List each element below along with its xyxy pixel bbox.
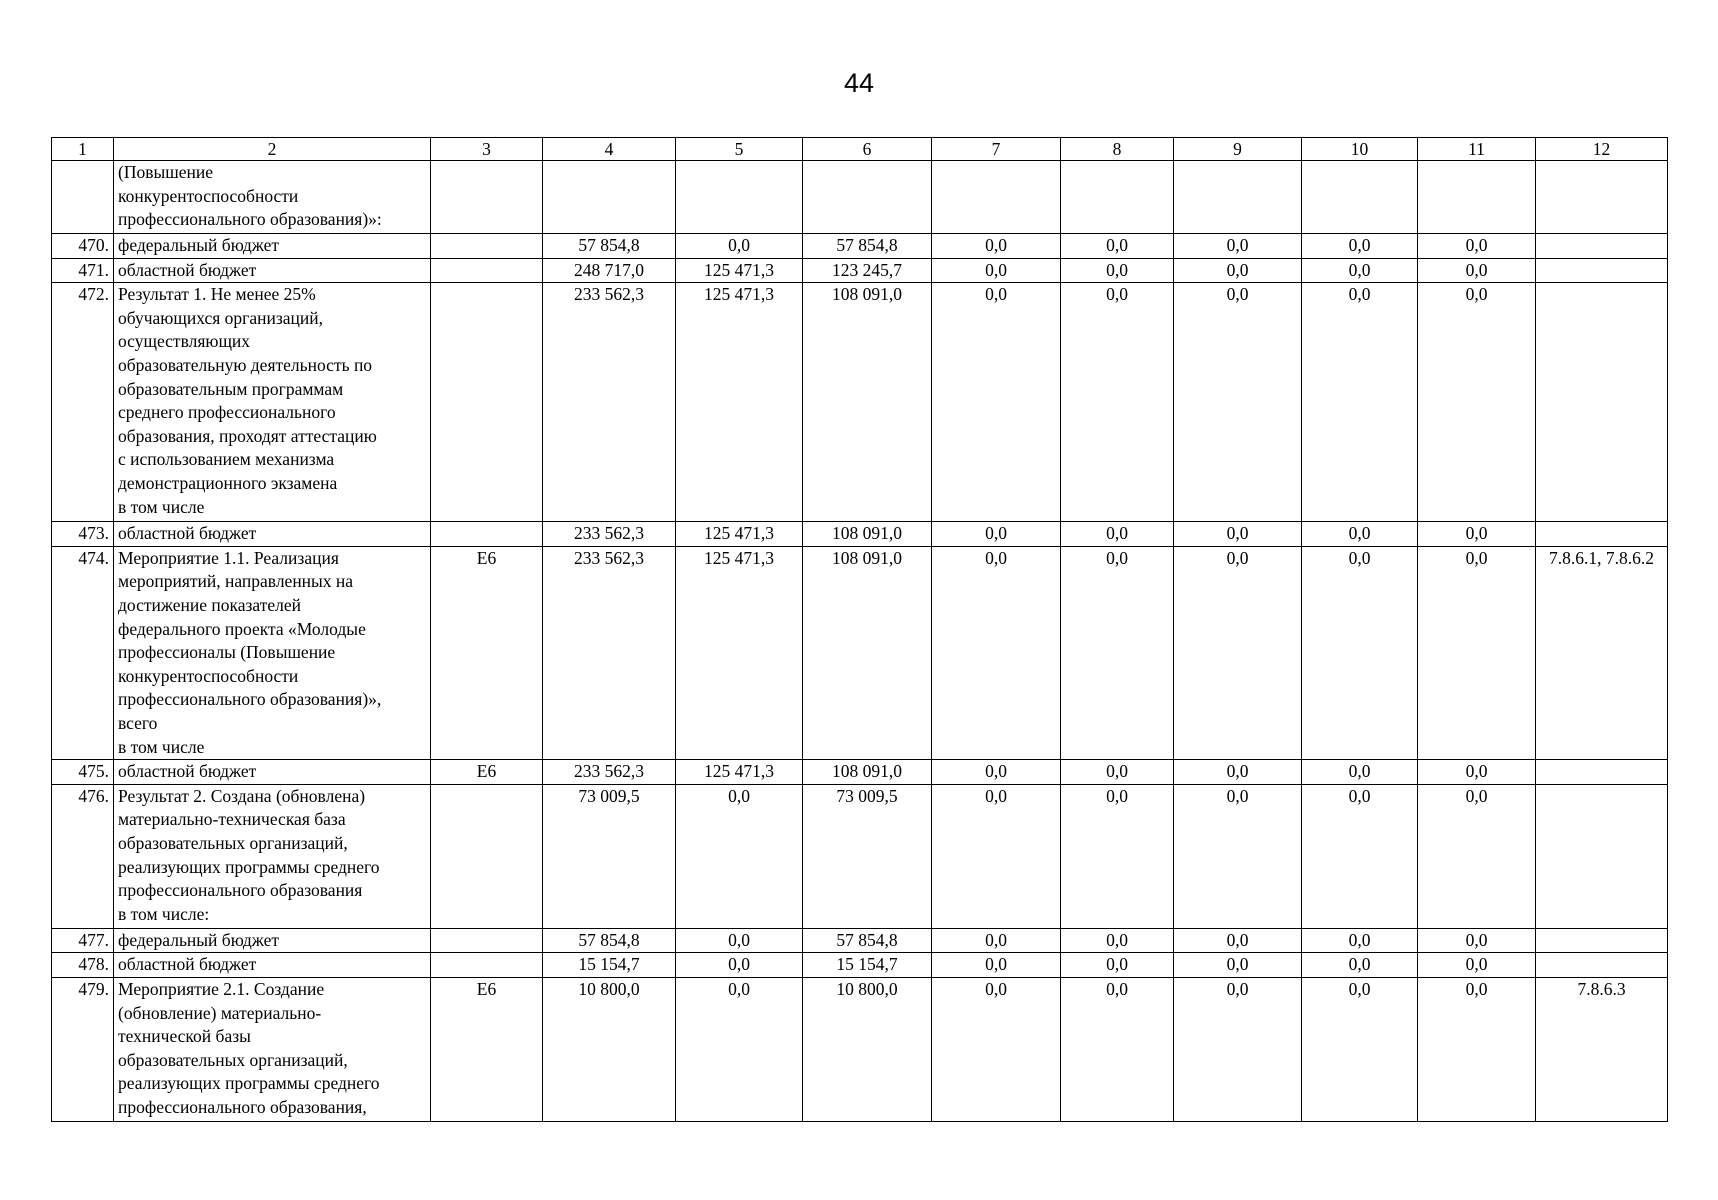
value-cell: 0,0 — [932, 546, 1061, 759]
value-cell: 0,0 — [1061, 928, 1174, 953]
value-cell: 0,0 — [932, 522, 1061, 547]
value-cell — [1174, 161, 1302, 234]
row-reference: 7.8.6.3 — [1536, 977, 1668, 1121]
row-description: Результат 2. Создана (обновлена) материально-техническая база образовательных организаций, реализующих программы среднего профессионального образования в том числе: — [114, 784, 431, 928]
value-cell: 73 009,5 — [803, 784, 932, 928]
column-header: 12 — [1536, 138, 1668, 161]
row-description: федеральный бюджет — [114, 234, 431, 259]
row-description: Результат 1. Не менее 25% обучающихся организаций, осуществляющих образовательную деятельность по образовательным программам среднего профессионального образования, проходят аттестацию с использованием механизма демонстрационного экзамена в том числе — [114, 283, 431, 522]
value-cell: 108 091,0 — [803, 283, 932, 522]
row-reference — [1536, 522, 1668, 547]
column-header: 9 — [1174, 138, 1302, 161]
value-cell: 57 854,8 — [803, 234, 932, 259]
value-cell: 0,0 — [1302, 928, 1418, 953]
column-header: 4 — [543, 138, 676, 161]
budget-table — [51, 137, 1668, 1122]
table-row — [52, 234, 1668, 259]
row-number — [52, 161, 114, 234]
value-cell: 0,0 — [1061, 546, 1174, 759]
value-cell: 0,0 — [1418, 760, 1536, 785]
value-cell: 108 091,0 — [803, 760, 932, 785]
row-description: областной бюджет — [114, 522, 431, 547]
value-cell: 0,0 — [1302, 283, 1418, 522]
row-number: 470. — [52, 234, 114, 259]
value-cell: 0,0 — [1061, 234, 1174, 259]
value-cell: 0,0 — [676, 234, 803, 259]
row-reference: 7.8.6.1, 7.8.6.2 — [1536, 546, 1668, 759]
row-description: областной бюджет — [114, 760, 431, 785]
row-number: 471. — [52, 258, 114, 283]
value-cell: 108 091,0 — [803, 546, 932, 759]
table-row — [52, 784, 1668, 928]
value-cell: 0,0 — [1174, 234, 1302, 259]
value-cell: 108 091,0 — [803, 522, 932, 547]
value-cell: 0,0 — [1302, 953, 1418, 978]
row-reference — [1536, 258, 1668, 283]
table-row — [52, 760, 1668, 785]
row-description: областной бюджет — [114, 953, 431, 978]
column-number-row — [52, 138, 1668, 161]
value-cell — [1061, 161, 1174, 234]
value-cell: 0,0 — [932, 784, 1061, 928]
value-cell — [543, 161, 676, 234]
table-row — [52, 258, 1668, 283]
value-cell: 0,0 — [932, 258, 1061, 283]
value-cell: 0,0 — [1418, 234, 1536, 259]
table-row — [52, 283, 1668, 522]
value-cell: 0,0 — [1418, 784, 1536, 928]
value-cell: 233 562,3 — [543, 283, 676, 522]
row-code — [431, 161, 543, 234]
row-number: 479. — [52, 977, 114, 1121]
page-number: 44 — [843, 68, 875, 98]
table-row — [52, 928, 1668, 953]
table-row — [52, 953, 1668, 978]
value-cell: 0,0 — [1174, 258, 1302, 283]
value-cell: 0,0 — [932, 977, 1061, 1121]
row-number: 478. — [52, 953, 114, 978]
column-header: 5 — [676, 138, 803, 161]
row-code — [431, 258, 543, 283]
value-cell — [676, 161, 803, 234]
row-number: 473. — [52, 522, 114, 547]
row-reference — [1536, 928, 1668, 953]
value-cell: 0,0 — [1418, 953, 1536, 978]
value-cell: 0,0 — [1174, 784, 1302, 928]
value-cell: 0,0 — [1174, 760, 1302, 785]
value-cell: 0,0 — [1418, 977, 1536, 1121]
value-cell: 57 854,8 — [543, 234, 676, 259]
value-cell — [1418, 161, 1536, 234]
value-cell: 0,0 — [1302, 234, 1418, 259]
row-reference — [1536, 760, 1668, 785]
column-header: 8 — [1061, 138, 1174, 161]
value-cell: 0,0 — [1061, 258, 1174, 283]
row-code — [431, 928, 543, 953]
column-header: 2 — [114, 138, 431, 161]
row-code — [431, 283, 543, 522]
row-description: Мероприятие 2.1. Создание (обновление) материально- технической базы образовательных организаций, реализующих программы среднего профессионального образования, — [114, 977, 431, 1121]
table-row — [52, 977, 1668, 1121]
value-cell: 0,0 — [932, 283, 1061, 522]
row-description: федеральный бюджет — [114, 928, 431, 953]
column-header: 3 — [431, 138, 543, 161]
row-reference — [1536, 283, 1668, 522]
row-reference — [1536, 784, 1668, 928]
row-number: 477. — [52, 928, 114, 953]
value-cell: 0,0 — [1418, 928, 1536, 953]
row-code: Е6 — [431, 760, 543, 785]
row-description: (Повышение конкурентоспособности профессионального образования)»: — [114, 161, 431, 234]
value-cell: 0,0 — [1418, 546, 1536, 759]
value-cell: 0,0 — [1302, 977, 1418, 1121]
column-header: 10 — [1302, 138, 1418, 161]
row-number: 476. — [52, 784, 114, 928]
value-cell: 0,0 — [676, 784, 803, 928]
value-cell: 123 245,7 — [803, 258, 932, 283]
value-cell: 0,0 — [1418, 522, 1536, 547]
value-cell: 10 800,0 — [803, 977, 932, 1121]
column-header: 1 — [52, 138, 114, 161]
value-cell: 0,0 — [676, 928, 803, 953]
value-cell: 0,0 — [932, 928, 1061, 953]
value-cell: 125 471,3 — [676, 760, 803, 785]
value-cell: 0,0 — [932, 234, 1061, 259]
table-row — [52, 522, 1668, 547]
row-number: 474. — [52, 546, 114, 759]
row-reference — [1536, 234, 1668, 259]
table-row — [52, 546, 1668, 759]
value-cell: 0,0 — [1061, 760, 1174, 785]
value-cell — [803, 161, 932, 234]
value-cell: 10 800,0 — [543, 977, 676, 1121]
row-code: Е6 — [431, 546, 543, 759]
row-number: 472. — [52, 283, 114, 522]
value-cell: 125 471,3 — [676, 546, 803, 759]
value-cell: 0,0 — [1302, 760, 1418, 785]
value-cell: 0,0 — [1302, 522, 1418, 547]
value-cell: 0,0 — [1418, 283, 1536, 522]
row-code: Е6 — [431, 977, 543, 1121]
value-cell: 0,0 — [1302, 546, 1418, 759]
row-number: 475. — [52, 760, 114, 785]
value-cell: 0,0 — [1174, 977, 1302, 1121]
value-cell: 0,0 — [676, 953, 803, 978]
value-cell: 0,0 — [1174, 953, 1302, 978]
value-cell: 57 854,8 — [543, 928, 676, 953]
value-cell: 0,0 — [1174, 283, 1302, 522]
table-row — [52, 161, 1668, 234]
value-cell: 0,0 — [1418, 258, 1536, 283]
value-cell — [932, 161, 1061, 234]
value-cell: 0,0 — [1174, 928, 1302, 953]
row-reference — [1536, 953, 1668, 978]
row-code — [431, 522, 543, 547]
row-description: областной бюджет — [114, 258, 431, 283]
value-cell: 0,0 — [932, 760, 1061, 785]
value-cell: 0,0 — [1061, 283, 1174, 522]
row-description: Мероприятие 1.1. Реализация мероприятий, направленных на достижение показателей федерального проекта «Молодые профессионалы (Повышение конкурентоспособности профессионального образования)», всего в том числе — [114, 546, 431, 759]
value-cell: 248 717,0 — [543, 258, 676, 283]
value-cell: 57 854,8 — [803, 928, 932, 953]
value-cell: 0,0 — [1302, 258, 1418, 283]
row-code — [431, 234, 543, 259]
value-cell: 15 154,7 — [543, 953, 676, 978]
value-cell: 0,0 — [1174, 522, 1302, 547]
value-cell: 0,0 — [932, 953, 1061, 978]
column-header: 6 — [803, 138, 932, 161]
value-cell: 0,0 — [1061, 953, 1174, 978]
value-cell: 0,0 — [1174, 546, 1302, 759]
value-cell: 0,0 — [1061, 522, 1174, 547]
value-cell: 233 562,3 — [543, 760, 676, 785]
value-cell — [1302, 161, 1418, 234]
value-cell: 0,0 — [1061, 784, 1174, 928]
value-cell: 0,0 — [676, 977, 803, 1121]
value-cell: 125 471,3 — [676, 283, 803, 522]
row-code — [431, 784, 543, 928]
value-cell: 15 154,7 — [803, 953, 932, 978]
row-code — [431, 953, 543, 978]
value-cell: 125 471,3 — [676, 522, 803, 547]
value-cell: 0,0 — [1302, 784, 1418, 928]
column-header: 7 — [932, 138, 1061, 161]
value-cell: 125 471,3 — [676, 258, 803, 283]
value-cell: 0,0 — [1061, 977, 1174, 1121]
value-cell: 73 009,5 — [543, 784, 676, 928]
column-header: 11 — [1418, 138, 1536, 161]
value-cell: 233 562,3 — [543, 522, 676, 547]
row-reference — [1536, 161, 1668, 234]
value-cell: 233 562,3 — [543, 546, 676, 759]
